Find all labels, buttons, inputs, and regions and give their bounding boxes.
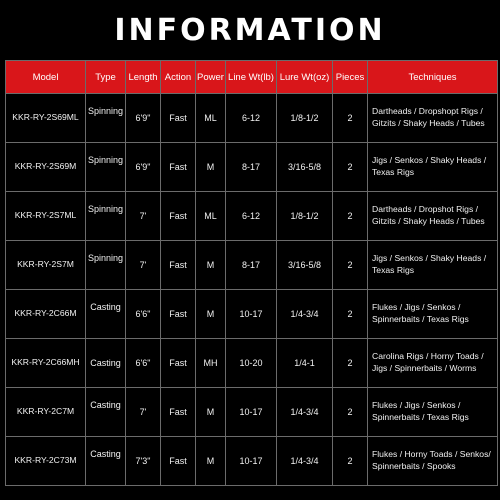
cell-power: M bbox=[196, 437, 226, 486]
techniques-line: Gitzits / Shaky Heads / Tubes bbox=[372, 216, 485, 226]
table-row bbox=[6, 94, 498, 143]
techniques-line: Jigs / Senkos / Shaky Heads / bbox=[372, 253, 487, 264]
techniques-line: Jigs / Spinnerbaits / Worms bbox=[372, 363, 477, 373]
column-header-line-wt: Line Wt(lb) bbox=[226, 61, 277, 94]
column-header-action: Action bbox=[161, 61, 196, 94]
cell-action: Fast bbox=[161, 192, 196, 241]
cell-type-text: Spinning bbox=[87, 203, 124, 214]
page-title: INFORMATION bbox=[114, 12, 386, 48]
techniques-line: Dartheads / Dropshot Rigs / bbox=[372, 204, 479, 215]
cell-techniques bbox=[368, 290, 498, 339]
table-row bbox=[6, 339, 498, 388]
cell-power: M bbox=[196, 388, 226, 437]
column-header-length: Length bbox=[126, 61, 161, 94]
cell-action: Fast bbox=[161, 143, 196, 192]
cell-pieces: 2 bbox=[333, 339, 368, 388]
cell-type-text: Casting bbox=[90, 301, 121, 312]
techniques-line: Texas Rigs bbox=[372, 265, 415, 275]
cell-model: KKR-RY-2C7M bbox=[6, 388, 86, 437]
cell-pieces: 2 bbox=[333, 241, 368, 290]
cell-pieces: 2 bbox=[333, 437, 368, 486]
cell-lure-wt: 1/4-3/4 bbox=[277, 388, 333, 437]
cell-techniques bbox=[368, 143, 498, 192]
cell-lure-wt: 1/8-1/2 bbox=[277, 94, 333, 143]
techniques-line: Spinnerbaits / Texas Rigs bbox=[372, 314, 469, 324]
techniques-line: Carolina Rigs / Horny Toads / bbox=[372, 351, 484, 362]
cell-lure-wt: 1/4-3/4 bbox=[277, 290, 333, 339]
cell-line-wt: 8-17 bbox=[226, 143, 277, 192]
cell-type-text: Spinning bbox=[87, 105, 124, 116]
cell-power: ML bbox=[196, 192, 226, 241]
table-row bbox=[6, 192, 498, 241]
cell-type-text: Spinning bbox=[87, 252, 124, 263]
cell-power: M bbox=[196, 290, 226, 339]
cell-type bbox=[86, 290, 126, 339]
spec-table-container bbox=[5, 60, 497, 492]
cell-action: Fast bbox=[161, 339, 196, 388]
cell-pieces: 2 bbox=[333, 143, 368, 192]
cell-lure-wt: 1/4-1 bbox=[277, 339, 333, 388]
cell-lure-wt: 3/16-5/8 bbox=[277, 143, 333, 192]
techniques-line: Dartheads / Dropshopt Rigs / bbox=[372, 106, 483, 117]
cell-line-wt: 6-12 bbox=[226, 94, 277, 143]
cell-type bbox=[86, 437, 126, 486]
cell-model: KKR-RY-2S7ML bbox=[6, 192, 86, 241]
cell-pieces: 2 bbox=[333, 192, 368, 241]
cell-power: M bbox=[196, 241, 226, 290]
table-row bbox=[6, 388, 498, 437]
techniques-line: Spinnerbaits / Spooks bbox=[372, 461, 456, 471]
cell-type bbox=[86, 339, 126, 388]
techniques-line: Flukes / Jigs / Senkos / bbox=[372, 302, 461, 313]
cell-action: Fast bbox=[161, 290, 196, 339]
cell-model: KKR-RY-2S69ML bbox=[6, 94, 86, 143]
cell-lure-wt: 1/4-3/4 bbox=[277, 437, 333, 486]
cell-pieces: 2 bbox=[333, 388, 368, 437]
cell-techniques bbox=[368, 94, 498, 143]
cell-pieces: 2 bbox=[333, 94, 368, 143]
cell-type bbox=[86, 388, 126, 437]
column-header-power: Power bbox=[196, 61, 226, 94]
table-row bbox=[6, 437, 498, 486]
cell-length: 7' bbox=[126, 192, 161, 241]
cell-techniques bbox=[368, 192, 498, 241]
cell-length: 7' bbox=[126, 388, 161, 437]
cell-line-wt: 10-17 bbox=[226, 388, 277, 437]
spec-table bbox=[5, 60, 498, 486]
column-header-lure-wt: Lure Wt(oz) bbox=[277, 61, 333, 94]
cell-power: ML bbox=[196, 94, 226, 143]
techniques-line: Jigs / Senkos / Shaky Heads / bbox=[372, 155, 487, 166]
column-header-type: Type bbox=[86, 61, 126, 94]
table-row bbox=[6, 290, 498, 339]
cell-action: Fast bbox=[161, 437, 196, 486]
cell-length: 7'3" bbox=[126, 437, 161, 486]
cell-type-text: Casting bbox=[90, 399, 121, 410]
cell-lure-wt: 3/16-5/8 bbox=[277, 241, 333, 290]
cell-length: 7' bbox=[126, 241, 161, 290]
cell-pieces: 2 bbox=[333, 290, 368, 339]
column-header-techniques: Techniques bbox=[368, 61, 498, 94]
cell-length: 6'9" bbox=[126, 94, 161, 143]
cell-type-text: Spinning bbox=[87, 154, 124, 165]
techniques-line: Spinnerbaits / Texas Rigs bbox=[372, 412, 469, 422]
column-header-model: Model bbox=[6, 61, 86, 94]
cell-techniques bbox=[368, 437, 498, 486]
cell-type-text: Casting bbox=[90, 357, 121, 368]
table-row bbox=[6, 241, 498, 290]
cell-length: 6'6" bbox=[126, 290, 161, 339]
cell-model: KKR-RY-2S7M bbox=[6, 241, 86, 290]
cell-model: KKR-RY-2S69M bbox=[6, 143, 86, 192]
cell-power: M bbox=[196, 143, 226, 192]
cell-techniques bbox=[368, 339, 498, 388]
cell-length: 6'6" bbox=[126, 339, 161, 388]
cell-line-wt: 8-17 bbox=[226, 241, 277, 290]
cell-lure-wt: 1/8-1/2 bbox=[277, 192, 333, 241]
cell-action: Fast bbox=[161, 241, 196, 290]
techniques-line: Flukes / Jigs / Senkos / bbox=[372, 400, 461, 411]
cell-type bbox=[86, 241, 126, 290]
cell-action: Fast bbox=[161, 94, 196, 143]
cell-model: KKR-RY-2C73M bbox=[6, 437, 86, 486]
cell-model: KKR-RY-2C66M bbox=[6, 290, 86, 339]
cell-type bbox=[86, 192, 126, 241]
techniques-line: Flukes / Horny Toads / Senkos/ bbox=[372, 449, 491, 460]
cell-model: KKR-RY-2C66MH bbox=[6, 339, 86, 388]
cell-type bbox=[86, 94, 126, 143]
cell-type bbox=[86, 143, 126, 192]
cell-line-wt: 10-17 bbox=[226, 437, 277, 486]
cell-type-text: Casting bbox=[90, 448, 121, 459]
cell-length: 6'9" bbox=[126, 143, 161, 192]
cell-techniques bbox=[368, 241, 498, 290]
table-row bbox=[6, 143, 498, 192]
cell-line-wt: 10-17 bbox=[226, 290, 277, 339]
cell-action: Fast bbox=[161, 388, 196, 437]
techniques-line: Gitzits / Shaky Heads / Tubes bbox=[372, 118, 485, 128]
table-header-row bbox=[6, 61, 498, 94]
cell-line-wt: 6-12 bbox=[226, 192, 277, 241]
techniques-line: Texas Rigs bbox=[372, 167, 415, 177]
cell-power: MH bbox=[196, 339, 226, 388]
cell-techniques bbox=[368, 388, 498, 437]
column-header-pieces: Pieces bbox=[333, 61, 368, 94]
cell-line-wt: 10-20 bbox=[226, 339, 277, 388]
